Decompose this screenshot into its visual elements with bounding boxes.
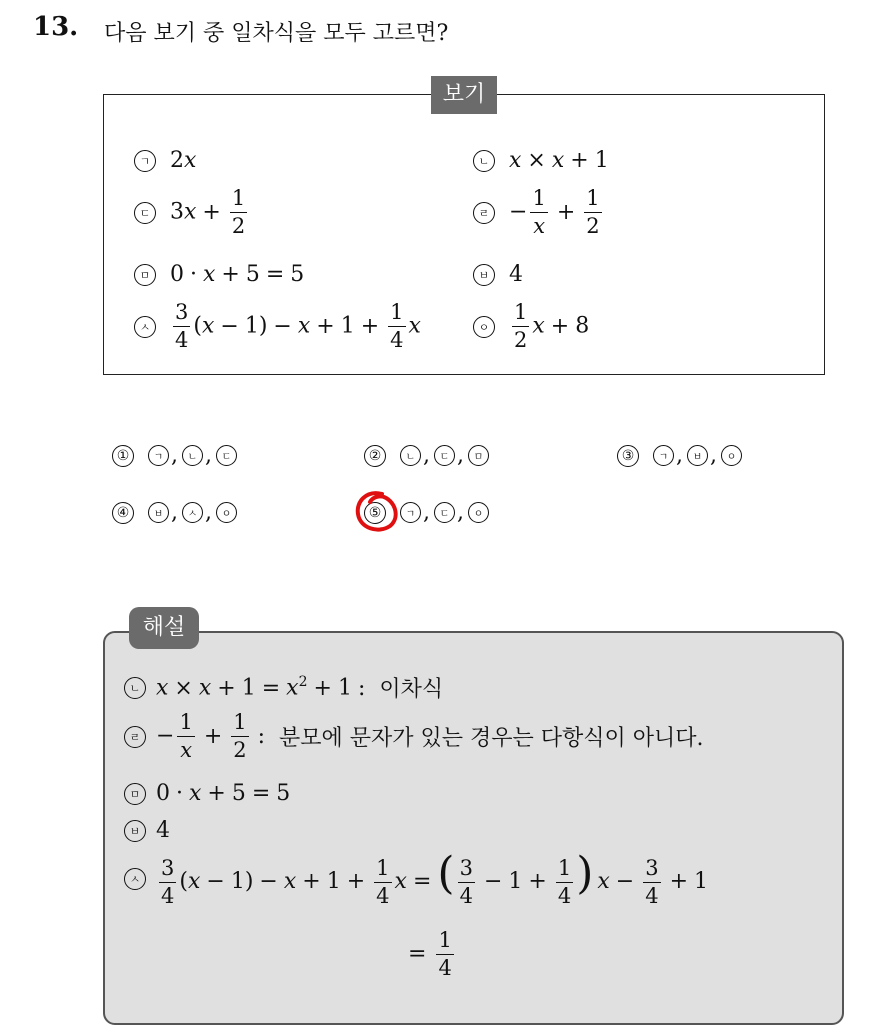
solution-line-1 (124, 672, 443, 703)
choice-marker: ㄷ (434, 445, 455, 466)
marker-circle: ㅅ (134, 316, 156, 338)
expression: $x \times x + 1 = x^2 + 1$ : (156, 674, 366, 701)
choice-marker: ㄷ (216, 445, 237, 466)
bogi-item-a (134, 148, 196, 173)
marker-circle: ㄹ (473, 202, 495, 224)
bogi-item-e (134, 262, 304, 287)
choice-number: ④ (112, 502, 134, 524)
choice-marker: ㅂ (148, 502, 169, 523)
solution-line-5 (124, 848, 709, 908)
expression: 0 · x + 5 = 5 (170, 262, 305, 287)
choice-marker: ㅇ (216, 502, 237, 523)
marker-circle: ㄹ (124, 726, 146, 748)
marker-circle: ㅅ (124, 868, 146, 890)
solution-line-2 (124, 712, 704, 761)
choice-marker: ㅂ (687, 445, 708, 466)
choice-marker: ㄱ (148, 445, 169, 466)
solution-line-3 (124, 781, 290, 806)
expression: $\frac{3}{4}$ (x − 1) − x + 1 + $\frac{1}{4}$ x (175, 300, 421, 352)
answer-circle-mark (352, 488, 404, 538)
choice-number: ③ (617, 445, 639, 467)
choice-number: ① (112, 445, 134, 467)
expression: 4 (509, 262, 523, 287)
expression: $\frac{3}{4}$ (x − 1) − x + 1 + $\frac{1}{4}$ x = ( $\frac{3}{4}$ − 1 + $\frac{1}{4}$ ) x − $\frac{3}{4}$ + 1 (161, 848, 709, 908)
choice-marker: ㄷ (434, 502, 455, 523)
note: 이차식 (379, 677, 444, 702)
choice-3[interactable]: ③ ㄱ , ㅂ , ㅇ (617, 443, 742, 468)
choice-5[interactable]: ⑤ ㄱ , ㄷ , ㅇ (364, 500, 489, 525)
bogi-item-c (134, 188, 250, 237)
choice-4[interactable]: ④ ㅂ , ㅅ , ㅇ (112, 500, 237, 525)
note: 분모에 문자가 있는 경우는 다항식이 아니다. (279, 726, 704, 751)
expression: $\frac{1}{2}$ x + 8 (514, 300, 590, 352)
marker-circle: ㄱ (134, 150, 156, 172)
bogi-item-b (473, 148, 609, 173)
expression: − $\frac{1}{x}$ + $\frac{1}{2}$ : (156, 710, 266, 762)
marker-circle: ㅂ (124, 820, 146, 842)
choice-marker: ㄱ (400, 502, 421, 523)
choice-marker: ㄴ (182, 445, 203, 466)
expression: 2x (170, 148, 197, 173)
marker-circle: ㅇ (473, 316, 495, 338)
choice-1[interactable]: ① ㄱ , ㄴ , ㄷ (112, 443, 237, 468)
expression: 0 · x + 5 = 5 (156, 781, 291, 806)
bogi-label: 보기 (431, 76, 497, 114)
marker-circle: ㅂ (473, 264, 495, 286)
choice-marker: ㅇ (468, 502, 489, 523)
marker-circle: ㅁ (124, 783, 146, 805)
expression: − $\frac{1}{x}$ + $\frac{1}{2}$ (509, 186, 600, 238)
solution-label: 해설 (129, 607, 199, 649)
choice-marker: ㅇ (721, 445, 742, 466)
expression: = $\frac{1}{4}$ (408, 928, 452, 980)
solution-line-6 (408, 930, 457, 979)
bogi-item-d (473, 188, 605, 237)
choice-marker: ㄱ (653, 445, 674, 466)
marker-circle: ㄴ (473, 150, 495, 172)
bogi-item-f (473, 262, 523, 287)
bogi-item-g (134, 302, 421, 351)
expression: 4 (156, 818, 170, 843)
marker-circle: ㄷ (134, 202, 156, 224)
marker-circle: ㄴ (124, 677, 146, 699)
expression: 3x + $\frac{1}{2}$ (170, 186, 246, 238)
question-number: 13. (33, 12, 79, 42)
choice-marker: ㄴ (400, 445, 421, 466)
expression: x × x + 1 (509, 148, 609, 173)
question-text: 다음 보기 중 일차식을 모두 고르면? (104, 21, 449, 46)
choice-number: ② (364, 445, 386, 467)
bogi-item-h (473, 302, 589, 351)
solution-line-4 (124, 818, 170, 843)
choice-2[interactable]: ② ㄴ , ㄷ , ㅁ (364, 443, 489, 468)
marker-circle: ㅁ (134, 264, 156, 286)
choice-marker: ㅅ (182, 502, 203, 523)
choice-marker: ㅁ (468, 445, 489, 466)
choice-number: ⑤ (364, 502, 386, 524)
